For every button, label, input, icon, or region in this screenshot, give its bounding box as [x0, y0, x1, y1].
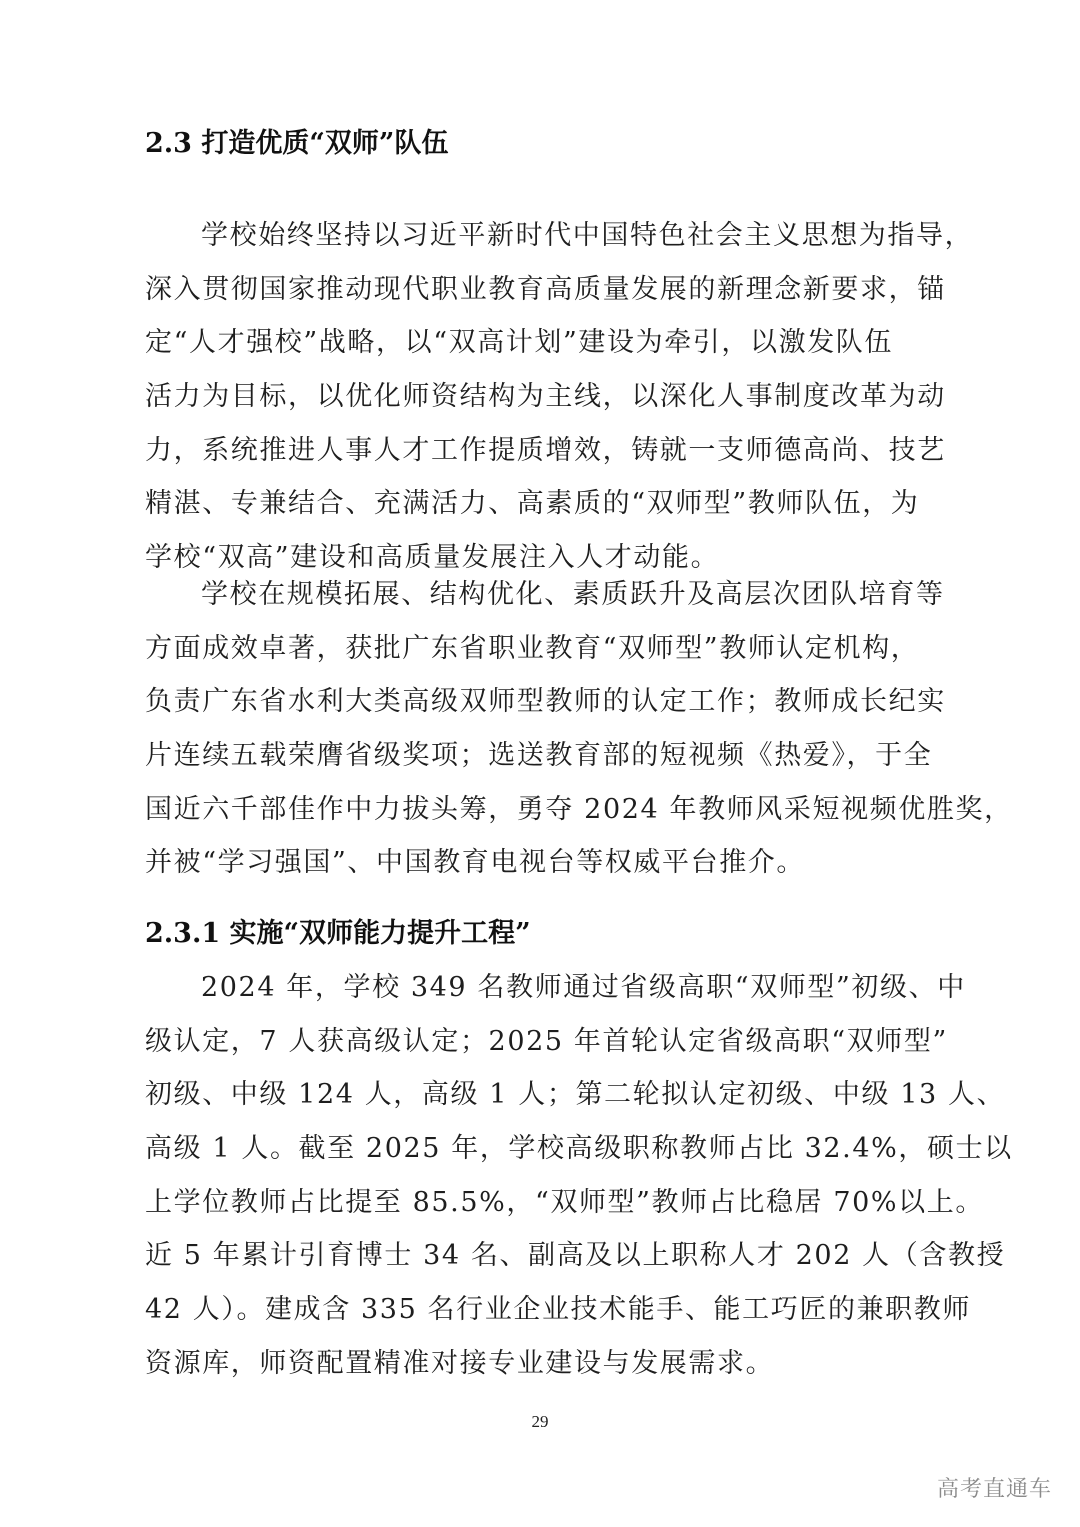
paragraph-line: 高级 1 人。截至 2025 年，学校高级职称教师占比 32.4%，硕士以 [145, 1133, 1013, 1165]
subsection-heading: 2.3.1 实施“双师能力提升工程” [145, 918, 531, 949]
paragraph-line: 学校始终坚持以习近平新时代中国特色社会主义思想为指导， [201, 220, 974, 251]
paragraph-line: 上学位教师占比提至 85.5%，“双师型”教师占比稳居 70%以上。 [145, 1186, 984, 1218]
paragraph-line: 级认定，7 人获高级认定；2025 年首轮认定省级高职“双师型” [145, 1025, 948, 1057]
paragraph-line: 并被“学习强国”、中国教育电视台等权威平台推介。 [145, 847, 806, 879]
paragraph-line: 活力为目标，以优化师资结构为主线，以深化人事制度改革为动 [145, 381, 946, 413]
paragraph-dual-teacher-stats [145, 961, 1013, 1391]
paragraph-line: 资源库，师资配置精准对接专业建设与发展需求。 [145, 1347, 775, 1379]
paragraph-line: 方面成效卓著，获批广东省职业教育“双师型”教师认定机构， [145, 632, 920, 664]
page-number: 29 [531, 1412, 549, 1431]
paragraph-line: 42 人）。建成含 335 名行业企业技术能手、能工巧匠的兼职教师 [145, 1294, 971, 1326]
paragraph-line: 负责广东省水利大类高级双师型教师的认定工作；教师成长纪实 [145, 686, 946, 718]
paragraph-line: 学校在规模拓展、结构优化、素质跃升及高层次团队培育等 [201, 579, 945, 610]
paragraph-achievements [145, 568, 1013, 890]
paragraph-line: 国近六千部佳作中力拔头筹，勇夺 2024 年教师风采短视频优胜奖， [145, 793, 1013, 825]
paragraph-line: 2024 年，学校 349 名教师通过省级高职“双师型”初级、中 [201, 972, 966, 1003]
section-heading: 2.3 打造优质“双师”队伍 [145, 128, 449, 159]
paragraph-line: 精湛、专兼结合、充满活力、高素质的“双师型”教师队伍，为 [145, 488, 920, 520]
paragraph-line: 学校“双高”建设和高质量发展注入人才动能。 [145, 542, 720, 574]
paragraph-line: 近 5 年累计引育博士 34 名、副高及以上职称人才 202 人（含教授 [145, 1240, 1006, 1272]
watermark-label: 高考直通车 [936, 1477, 1052, 1502]
paragraph-line: 深入贯彻国家推动现代职业教育高质量发展的新理念新要求，锚 [145, 273, 946, 305]
paragraph-line: 力，系统推进人事人才工作提质增效，铸就一支师德高尚、技艺 [145, 434, 946, 466]
paragraph-line: 定“人才强校”战略，以“双高计划”建设为牵引，以激发队伍 [145, 327, 894, 359]
paragraph-line: 初级、中级 124 人，高级 1 人；第二轮拟认定初级、中级 13 人、 [145, 1079, 1006, 1111]
paragraph-intro [145, 209, 975, 585]
paragraph-line: 片连续五载荣膺省级奖项；选送教育部的短视频《热爱》，于全 [145, 740, 933, 772]
